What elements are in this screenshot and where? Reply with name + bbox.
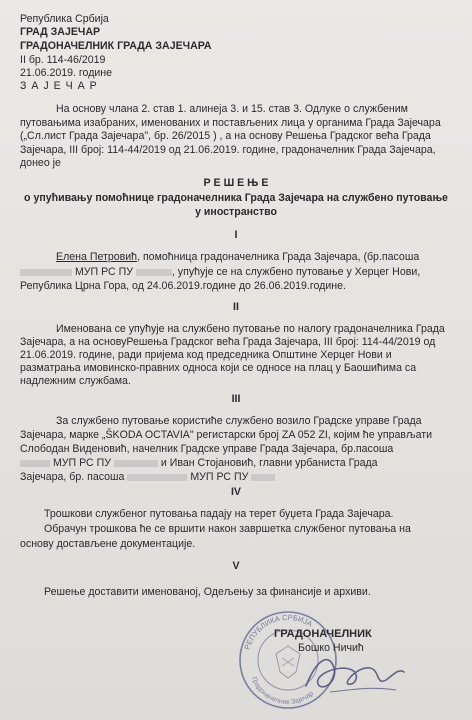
signatory-name: Бошко Ничић — [298, 642, 364, 654]
header-place: З А Ј Е Ч А Р — [20, 80, 98, 92]
redacted-passport — [20, 269, 72, 276]
redacted-police-unit — [251, 474, 275, 481]
header-date: 21.06.2019. године — [20, 67, 113, 79]
intro-line-1: На основу члана 2. став 1. алинеја 3. и 15. став 3. Одлуке о службеним — [56, 103, 408, 115]
seal-text-top: РЕПУБЛИКА СРБИЈА — [242, 612, 314, 651]
person-name: Елена Петровић — [56, 251, 138, 263]
section-iv-line-1: Трошкови службеног путовања падају на терет буџета Града Зајечара. — [44, 508, 394, 520]
section-iv-line-2: Обрачун трошкова ће се вршити након завршетка службеног путовања на — [44, 523, 411, 535]
redacted-passport — [127, 474, 187, 481]
header-city: ГРАД ЗАЈЕЧАР — [20, 26, 101, 38]
section-ii-number: II — [233, 301, 239, 313]
intro-line-5: донео је — [20, 157, 61, 169]
section-i-line-2: МУП РС ПУ , упућује се на службено путовање у Херцег Нови, — [20, 266, 420, 279]
header-number: II бр. 114-46/2019 — [20, 54, 106, 66]
redacted-passport — [20, 460, 50, 467]
decision-title: Р Е Ш Е Њ Е — [203, 177, 269, 189]
section-i-line-1: Елена Петровић, помоћница градоначелника Града Зајечара, (бр.пасоша — [56, 251, 420, 263]
handwritten-signature — [300, 646, 410, 706]
section-ii-line-3: 21.06.2019. године, ради пријема код председника Општине Херцег Нови и — [20, 349, 392, 361]
section-i-number: I — [234, 229, 238, 241]
section-iii-line-1: За службено путовање користиће службено возило Градске управе Града — [56, 415, 422, 427]
header-country: Република Србија — [20, 13, 109, 25]
section-ii-line-2: Зајечара, а на основуРешења Градског већа Града Зајечара, III број: 114-44/2019 од — [20, 336, 436, 348]
redacted-police-unit — [114, 460, 158, 467]
header-office: ГРАДОНАЧЕЛНИК ГРАДА ЗАЈЕЧАРА — [20, 40, 212, 52]
section-iv-line-3: основу достављене документације. — [20, 538, 196, 550]
decision-subtitle-1: о упућивању помоћнице градоначелника Града Зајечара на службено путовање — [24, 192, 448, 204]
section-i-line-3: Република Црна Гора, од 24.06.2019.године до 26.06.2019.године. — [20, 280, 346, 292]
section-ii-line-1: Именована се упућује на службено путовање по налогу градоначелника Града — [56, 323, 445, 335]
section-v-line-1: Решење доставити именованој, Одељењу за финансије и архиви. — [44, 586, 371, 598]
redacted-police-unit — [136, 269, 172, 276]
section-iv-number: IV — [230, 486, 241, 498]
section-iii-line-2: Зајечара, марке „ŠKODA OCTAVIA" регистарски број ZA 052 ZI, којим ће управљати — [20, 429, 433, 441]
seal-text-bottom: Градоначелник Зајечар — [249, 675, 316, 707]
intro-line-4: Зајечара, III број: 114-44/2019 од 21.06.2019. године, градоначелник Града Зајечара, — [20, 144, 436, 156]
section-iii-number: III — [231, 393, 241, 405]
section-v-number: V — [232, 560, 240, 572]
intro-line-3: („Сл.лист Града Зајечара", бр. 26/2015 ) , а на основу Решења Градског већа Града — [20, 130, 431, 142]
section-ii-line-5: надлежним службама. — [20, 375, 131, 387]
section-ii-line-4: разматрања имовинско-правних односа који се односе на плац у Баошићима са — [20, 362, 417, 374]
intro-line-2: путовањима изабраних, именованих и постављених лица у органима Града Зајечара — [20, 117, 441, 129]
section-iii-line-5: Зајечара, бр. пасоша МУП РС ПУ — [20, 471, 275, 484]
decision-subtitle-2: у иностранство — [195, 206, 277, 218]
section-iii-line-3: Слободан Видeновић, начелник Градске управе Града Зајечара, бр.пасоша — [20, 443, 394, 455]
signatory-role: ГРАДОНАЧЕЛНИК — [274, 628, 372, 640]
section-iii-line-4: МУП РС ПУ и Иван Стојановић, главни урбаниста Града — [20, 457, 378, 470]
